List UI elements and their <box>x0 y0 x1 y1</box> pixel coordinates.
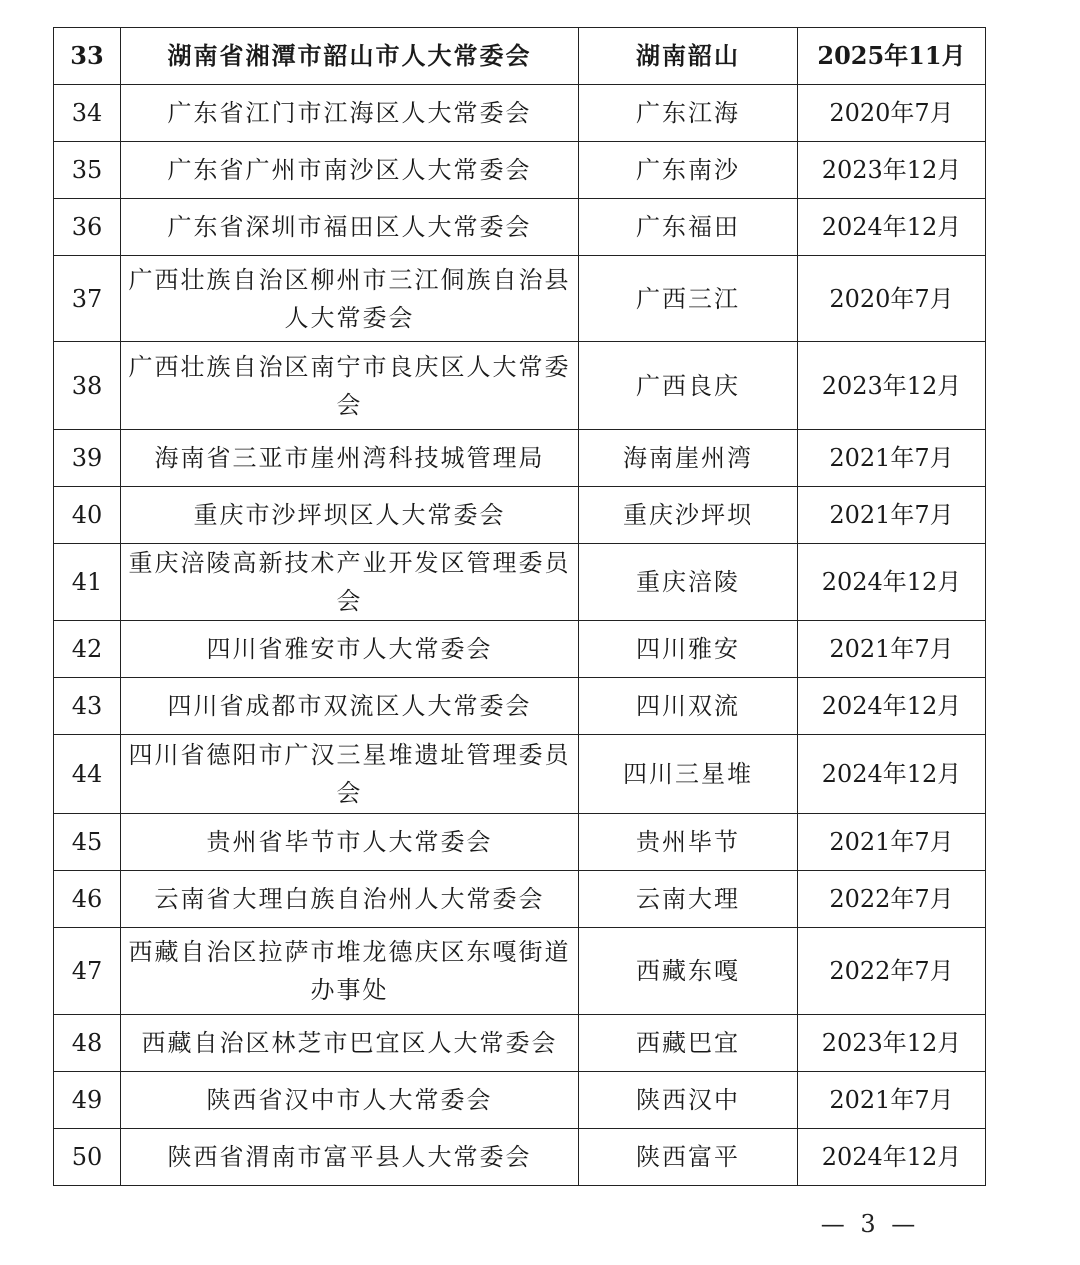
row-number: 36 <box>54 199 121 256</box>
row-number: 47 <box>54 928 121 1015</box>
unit-short-name: 广西良庆 <box>579 342 798 430</box>
table-row <box>54 1129 986 1186</box>
unit-short-name: 四川三星堆 <box>579 735 798 814</box>
listing-date: 2021年7月 <box>798 487 986 544</box>
unit-name: 海南省三亚市崖州湾科技城管理局 <box>121 430 579 487</box>
table-row <box>54 85 986 142</box>
listing-date: 2022年7月 <box>798 928 986 1015</box>
row-number: 42 <box>54 621 121 678</box>
unit-short-name: 海南崖州湾 <box>579 430 798 487</box>
table-row <box>54 544 986 621</box>
unit-short-name: 贵州毕节 <box>579 814 798 871</box>
unit-name: 广西壮族自治区南宁市良庆区人大常委会 <box>121 342 579 430</box>
listing-date: 2023年12月 <box>798 1015 986 1072</box>
table-row <box>54 199 986 256</box>
row-number: 46 <box>54 871 121 928</box>
row-number: 43 <box>54 678 121 735</box>
unit-name: 广西壮族自治区柳州市三江侗族自治县人大常委会 <box>121 256 579 342</box>
listing-date: 2021年7月 <box>798 814 986 871</box>
row-number: 39 <box>54 430 121 487</box>
row-number: 34 <box>54 85 121 142</box>
table-row <box>54 814 986 871</box>
unit-name: 云南省大理白族自治州人大常委会 <box>121 871 579 928</box>
unit-short-name: 陕西富平 <box>579 1129 798 1186</box>
unit-name: 陕西省渭南市富平县人大常委会 <box>121 1129 579 1186</box>
unit-short-name: 重庆涪陵 <box>579 544 798 621</box>
listing-date: 2025年11月 <box>798 28 986 85</box>
listing-date: 2021年7月 <box>798 621 986 678</box>
listing-date: 2022年7月 <box>798 871 986 928</box>
unit-name: 广东省江门市江海区人大常委会 <box>121 85 579 142</box>
unit-short-name: 西藏东嘎 <box>579 928 798 1015</box>
row-number: 33 <box>54 28 121 85</box>
row-number: 41 <box>54 544 121 621</box>
unit-short-name: 四川雅安 <box>579 621 798 678</box>
listing-date: 2021年7月 <box>798 1072 986 1129</box>
table-row <box>54 735 986 814</box>
unit-short-name: 西藏巴宜 <box>579 1015 798 1072</box>
listing-date: 2020年7月 <box>798 85 986 142</box>
row-number: 49 <box>54 1072 121 1129</box>
row-number: 37 <box>54 256 121 342</box>
row-number: 40 <box>54 487 121 544</box>
unit-short-name: 重庆沙坪坝 <box>579 487 798 544</box>
listing-date: 2020年7月 <box>798 256 986 342</box>
unit-short-name: 广西三江 <box>579 256 798 342</box>
unit-name: 贵州省毕节市人大常委会 <box>121 814 579 871</box>
listing-date: 2023年12月 <box>798 142 986 199</box>
table-row <box>54 342 986 430</box>
table-row <box>54 871 986 928</box>
unit-short-name: 云南大理 <box>579 871 798 928</box>
unit-name: 广东省深圳市福田区人大常委会 <box>121 199 579 256</box>
row-number: 44 <box>54 735 121 814</box>
unit-name: 四川省德阳市广汉三星堆遗址管理委员会 <box>121 735 579 814</box>
unit-name: 四川省成都市双流区人大常委会 <box>121 678 579 735</box>
listing-date: 2023年12月 <box>798 342 986 430</box>
unit-name: 重庆市沙坪坝区人大常委会 <box>121 487 579 544</box>
unit-table <box>53 27 986 1186</box>
listing-date: 2024年12月 <box>798 544 986 621</box>
unit-name: 湖南省湘潭市韶山市人大常委会 <box>121 28 579 85</box>
row-number: 35 <box>54 142 121 199</box>
table-row <box>54 1072 986 1129</box>
listing-date: 2024年12月 <box>798 735 986 814</box>
unit-name: 西藏自治区拉萨市堆龙德庆区东嘎街道办事处 <box>121 928 579 1015</box>
table-row <box>54 28 986 85</box>
page-number: — 3 — <box>820 1210 920 1238</box>
table-row <box>54 1015 986 1072</box>
table-row <box>54 142 986 199</box>
unit-short-name: 广东福田 <box>579 199 798 256</box>
unit-short-name: 湖南韶山 <box>579 28 798 85</box>
row-number: 38 <box>54 342 121 430</box>
table-row <box>54 430 986 487</box>
row-number: 50 <box>54 1129 121 1186</box>
unit-name: 广东省广州市南沙区人大常委会 <box>121 142 579 199</box>
listing-date: 2024年12月 <box>798 1129 986 1186</box>
table-row <box>54 621 986 678</box>
unit-short-name: 广东江海 <box>579 85 798 142</box>
unit-name: 重庆涪陵高新技术产业开发区管理委员会 <box>121 544 579 621</box>
table-row <box>54 678 986 735</box>
listing-date: 2024年12月 <box>798 199 986 256</box>
table-row <box>54 256 986 342</box>
unit-name: 西藏自治区林芝市巴宜区人大常委会 <box>121 1015 579 1072</box>
listing-date: 2024年12月 <box>798 678 986 735</box>
row-number: 48 <box>54 1015 121 1072</box>
listing-date: 2021年7月 <box>798 430 986 487</box>
unit-short-name: 陕西汉中 <box>579 1072 798 1129</box>
unit-short-name: 广东南沙 <box>579 142 798 199</box>
unit-name: 陕西省汉中市人大常委会 <box>121 1072 579 1129</box>
row-number: 45 <box>54 814 121 871</box>
table-row <box>54 487 986 544</box>
table-row <box>54 928 986 1015</box>
unit-name: 四川省雅安市人大常委会 <box>121 621 579 678</box>
unit-short-name: 四川双流 <box>579 678 798 735</box>
